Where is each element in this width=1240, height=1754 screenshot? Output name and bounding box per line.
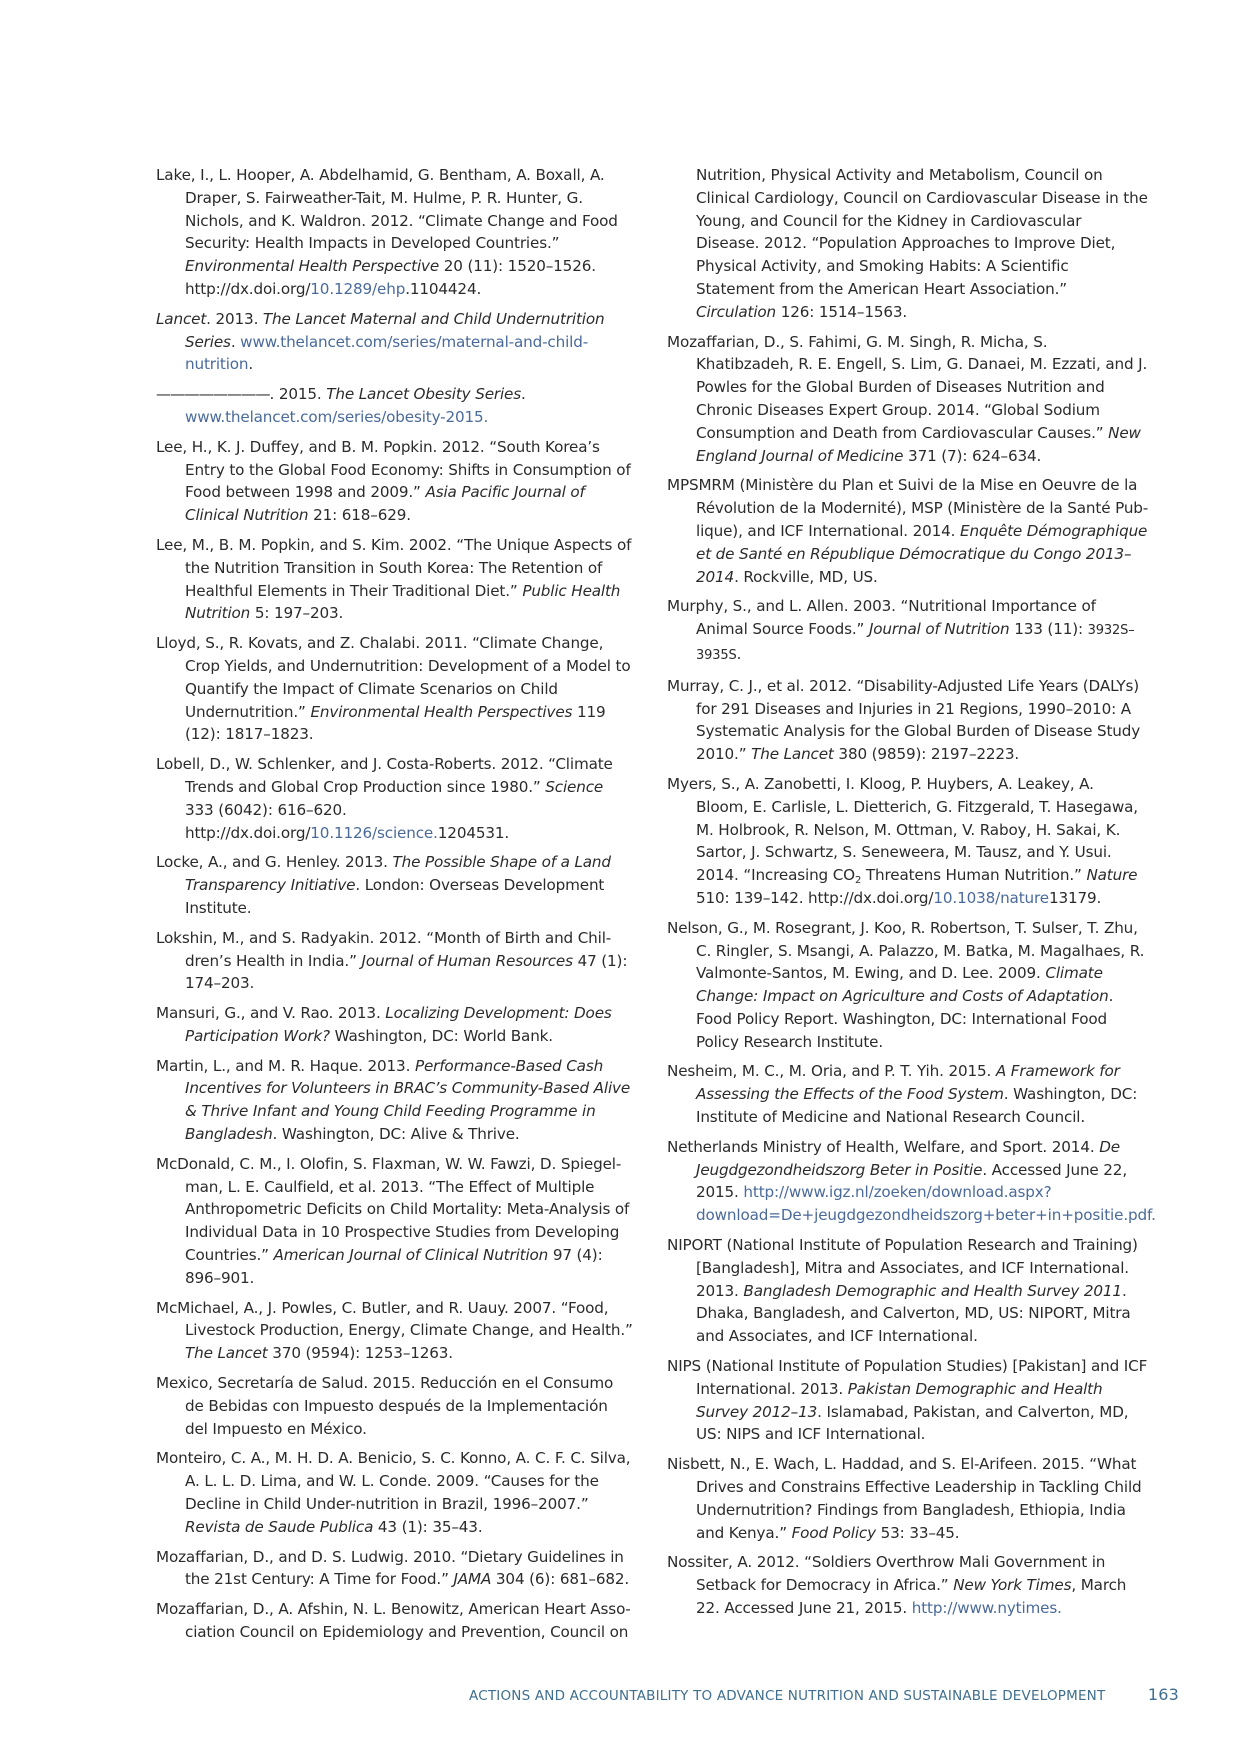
reference-title: Climate Change: Impact on Agriculture and Costs of Adaptation <box>696 964 1109 1006</box>
reference-entry-nesheim <box>667 1060 1149 1128</box>
reference-text: , March 22. Accessed June 21, 2015. <box>696 1576 1127 1618</box>
reference-entry-mozaffarian-2014 <box>667 331 1149 468</box>
reference-title: Nature <box>1086 866 1138 885</box>
reference-title: The Lancet <box>185 1344 268 1363</box>
reference-text: Monteiro, C. A., M. H. D. A. Benicio, S. C. Konno, A. C. F. C. Silva, A. L. L. D. Lima, and W. L. Conde. 2009. “Causes for the Decline in Child Under-nutrition in Brazil, 1996–2007.” <box>156 1449 631 1514</box>
reference-entry-martin <box>156 1055 634 1146</box>
reference-title: Science <box>545 777 604 796</box>
reference-text: . Accessed June 22, 2015. <box>696 1160 1127 1202</box>
reference-text: 371 (7): 624–634. <box>903 446 1042 465</box>
reference-entry-myers <box>667 773 1149 910</box>
reference-entry-lobell <box>156 753 634 844</box>
reference-text: Mozaffarian, D., S. Fahimi, G. M. Singh, R. Micha, S. Khatibzadeh, R. E. Engell, S. Lim, G. Danaei, M. Ezzati, and J. Powles for the Global Burden of Diseases Nutrition and Chronic Diseases Expert Group. 2014. “Global Sodium Consumption and Death from Cardiovascular Causes.” <box>667 332 1148 442</box>
reference-text: Mozaffarian, D., and D. S. Ludwig. 2010. “Dietary Guidelines in the 21st Century: A Time for Food.” <box>156 1547 624 1589</box>
reference-text: Martin, L., and M. R. Haque. 2013. <box>156 1056 415 1075</box>
reference-title: Environmental Health Perspective <box>185 257 440 276</box>
reference-text: 133 (11): <box>1009 620 1088 639</box>
reference-text: Lloyd, S., R. Kovats, and Z. Chalabi. 2011. “Climate Change, Crop Yields, and Undernutrition: Development of a Model to Quantify the Impact of Climate Scenarios on Child Undernutrition.” <box>156 634 631 721</box>
reference-text: Murray, C. J., et al. 2012. “Disability-Adjusted Life Years (DALYs) for 291 Diseases and Injuries in 21 Regions, 1990–2010: A Systematic Analysis for the Global Burden of Disease Study 2010.” <box>667 676 1141 764</box>
reference-entry-netherlands <box>667 1136 1156 1227</box>
reference-text: Lee, H., K. J. Duffey, and B. M. Popkin. 2012. “South Korea’s Entry to the Global Food Economy: Shifts in Consumption of Food between 1998 and 2009.” <box>156 437 631 502</box>
reference-title: Asia Pacific Journal of Clinical Nutrition <box>185 483 585 525</box>
reference-text: McDonald, C. M., I. Olofin, S. Flaxman, W. W. Fawzi, D. Spiegelman, L. E. Caulfield, et al. 2013. “The Effect of Multiple Anthropometric Deficits on Child Mortality: Meta-Analysis of Individual Data in 10 Prospective Studies from Developing Countries.” <box>156 1154 630 1265</box>
reference-title: Performance-Based Cash Incentives for Volunteers in BRAC’s Community-Based Alive & Thrive Infant and Young Child Feeding Programme in Bangladesh <box>185 1056 631 1144</box>
reference-text: 380 (9859): 2197–2223. <box>833 745 1020 764</box>
reference-text: 370 (9594): 1253–1263. <box>267 1344 453 1363</box>
reference-title: Lancet <box>156 309 207 328</box>
reference-text: Threatens Human Nutrition.” <box>861 866 1087 885</box>
reference-text: 119 (12): 1817–1823. <box>185 702 606 744</box>
reference-text: Nesheim, M. C., M. Oria, and P. T. Yih. 2015. <box>667 1062 996 1081</box>
reference-title: The Possible Shape of a Land Transparency Initiative <box>185 853 611 895</box>
reference-text: . Rockville, MD, US. <box>734 567 878 586</box>
reference-text: . Dhaka, Bangladesh, and Calverton, MD, US: NIPORT, Mitra and Associates, and ICF International. <box>696 1281 1131 1346</box>
reference-title: JAMA <box>453 1570 492 1589</box>
reference-title: The Lancet Maternal and Child Undernutrition Series <box>185 309 605 351</box>
reference-entry-murphy <box>667 595 1149 667</box>
subscript: 2 <box>854 875 862 887</box>
reference-entry-lancet-2013 <box>156 308 634 376</box>
reference-title: American Journal of Clinical Nutrition <box>273 1246 549 1265</box>
reference-title: Public Health Nutrition <box>185 581 621 623</box>
reference-text: . <box>230 332 241 351</box>
reference-title: The Lancet <box>751 745 834 764</box>
reference-text: 333 (6042): 616–620. http://dx.doi.org/ <box>185 800 347 842</box>
reference-text: Lee, M., B. M. Popkin, and S. Kim. 2002. “The Unique Aspects of the Nutrition Transition in South Korea: The Retention of Healthful Elements in Their Traditional Diet.” <box>156 535 632 600</box>
reference-text: Mozaffarian, D., A. Afshin, N. L. Benowitz, American Heart Association Council on Epidemiology and Prevention, Council on <box>156 1600 631 1642</box>
reference-text: . <box>521 385 526 404</box>
reference-link[interactable]: http://www.nytimes. <box>911 1599 1062 1618</box>
reference-entry-nossiter <box>667 1551 1149 1619</box>
page-footer <box>469 1685 1179 1704</box>
reference-text: Lake, I., L. Hooper, A. Abdelhamid, G. Bentham, A. Boxall, A. Draper, S. Fairweather-Tait, M. Hulme, P. R. Hunter, G. Nichols, and K. Waldron. 2012. “Climate Change and Food Security: Health Impacts in Developed Countries.” <box>156 166 618 253</box>
reference-entry-mpsmrm <box>667 474 1149 588</box>
reference-text: 97 (4): 896–901. <box>185 1246 603 1287</box>
reference-entry-nisbett <box>667 1453 1149 1544</box>
reference-entry-mcmichael <box>156 1297 634 1365</box>
reference-text: . 2015. <box>269 385 327 404</box>
reference-title: Pakistan Demographic and Health Survey 2012–13 <box>696 1379 1103 1421</box>
reference-entry-lee-2012 <box>156 436 634 527</box>
reference-text: Nutrition, Physical Activity and Metabolism, Council on Clinical Cardiology, Council on Cardiovascular Disease in the Young, and Council for the Kidney in Cardiovascular Disease. 2012. “Population Approaches to Improve Diet, Physical Activity, and Smoking Habits: A Scientific Statement from the American Heart Association.” <box>696 166 1148 298</box>
reference-text: . Islamabad, Pakistan, and Calverton, MD, US: NIPS and ICF International. <box>696 1402 1129 1444</box>
reference-text: Lokshin, M., and S. Radyakin. 2012. “Month of Birth and Children’s Health in India.” <box>156 928 612 970</box>
reference-title: The Lancet Obesity Series <box>326 385 522 404</box>
reference-text: 304 (6): 681–682. <box>491 1570 630 1589</box>
reference-text: 47 (1): 174–203. <box>185 951 628 993</box>
reference-text: 126: 1514–1563. <box>776 302 908 321</box>
reference-text: 43 (1): 35–43. <box>373 1517 483 1536</box>
reference-text: 53: 33–45. <box>875 1523 960 1542</box>
reference-title: Localizing Development: Does Participation Work? <box>185 1004 612 1045</box>
reference-text: . Washington, DC: Institute of Medicine and National Research Council. <box>696 1085 1138 1127</box>
reference-title: Revista de Saude Publica <box>185 1517 374 1536</box>
reference-entry-mexico <box>156 1372 634 1440</box>
reference-link[interactable]: 10.1038/nature <box>933 888 1049 907</box>
reference-text: 5: 197–203. <box>250 604 344 623</box>
reference-text: Mansuri, G., and V. Rao. 2013. <box>156 1004 386 1023</box>
reference-text: 21: 618–629. <box>308 506 411 525</box>
reference-title: Enquête Démographique et de Santé en République Démocratique du Congo 2013–2014 <box>696 521 1148 586</box>
reference-text: . London: Overseas Development Institute. <box>185 876 605 917</box>
reference-pages: 3932S–3935S <box>696 623 1135 663</box>
reference-entry-monteiro <box>156 1447 634 1538</box>
reference-link[interactable]: 10.1289/ehp <box>310 279 406 298</box>
reference-text: . 2013. <box>206 309 263 328</box>
reference-text: Washington, DC: World Bank. <box>329 1026 553 1045</box>
reference-title: New England Journal of Medicine <box>696 423 1141 465</box>
reference-entry-nelson <box>667 917 1149 1054</box>
reference-entry-niport <box>667 1234 1149 1348</box>
reference-entry-mozaffarian-2012a <box>156 1598 634 1644</box>
reference-text: NIPS (National Institute of Population Studies) [Pakistan] and ICF International. 2013. <box>667 1357 1148 1398</box>
reference-text: 20 (11): 1520–1526. http://dx.doi.org/ <box>185 257 596 298</box>
reference-title: Bangladesh Demographic and Health Survey 2011 <box>743 1281 1122 1300</box>
reference-entry-lancet-2015 <box>156 383 634 429</box>
reference-text: . <box>736 644 742 663</box>
reference-title: New York Times <box>953 1576 1072 1595</box>
reference-entry-mcdonald <box>156 1153 634 1290</box>
reference-entry-lloyd <box>156 632 634 746</box>
reference-link[interactable]: 10.1126/science. <box>310 823 438 842</box>
reference-link[interactable]: www.thelancet.com/series/maternal-and-child-nutrition <box>185 332 589 374</box>
reference-text: NIPORT (National Institute of Population Research and Training) [Bangladesh], Mitra and Associates, and ICF International. 2013. <box>667 1236 1138 1300</box>
reference-column-left <box>156 164 634 1651</box>
reference-text: 13179. <box>1048 888 1102 907</box>
reference-text: Nelson, G., M. Rosegrant, J. Koo, R. Robertson, T. Sulser, T. Zhu, C. Ringler, S. Msangi, A. Palazzo, M. Batka, M. Magalhaes, R. Valmonte-Santos, M. Ewing, and D. Lee. 2009. <box>667 918 1145 983</box>
reference-title: Journal of Human Resources <box>361 951 573 970</box>
reference-entry-mozaffarian-2012a-cont <box>667 164 1149 324</box>
reference-link[interactable]: http://www.igz.nl/zoeken/download.aspx?download=De+jeugdgezondheidszorg+beter+in+positie.pdf. <box>696 1183 1156 1225</box>
reference-entry-mansuri <box>156 1002 634 1048</box>
reference-title: Environmental Health Perspectives <box>310 702 573 721</box>
reference-text: Nisbett, N., E. Wach, L. Haddad, and S. El-Arifeen. 2015. “What Drives and Constrains Effective Leadership in Tackling Child Undernutrition? Findings from Bangladesh, Ethiopia, India and Kenya.” <box>667 1455 1142 1542</box>
reference-entry-lokshin <box>156 927 634 995</box>
reference-title: Food Policy <box>791 1523 876 1542</box>
reference-text: Locke, A., and G. Henley. 2013. <box>156 853 393 872</box>
reference-column-right <box>667 164 1156 1627</box>
reference-title: A Framework for Assessing the Effects of the Food System <box>696 1062 1120 1104</box>
reference-text: Netherlands Ministry of Health, Welfare, and Sport. 2014. <box>667 1137 1100 1156</box>
reference-text: Lobell, D., W. Schlenker, and J. Costa-Roberts. 2012. “Climate Trends and Global Crop Production since 1980.” <box>156 755 613 796</box>
reference-text: 1204531. <box>437 823 510 842</box>
reference-text: MPSMRM (Ministère du Plan et Suivi de la Mise en Oeuvre de la Révolution de la Modernité), MSP (Ministère de la Santé Publique), and ICF International. 2014. <box>667 476 1149 540</box>
reference-title: De Jeugdgezondheidszorg Beter in Positie <box>696 1137 1120 1179</box>
page-number: 163 <box>1147 1685 1179 1704</box>
reference-entry-lee-2002 <box>156 534 634 625</box>
reference-entry-murray <box>667 675 1149 766</box>
reference-link[interactable]: www.thelancet.com/series/obesity-2015. <box>185 407 489 426</box>
reference-text: 510: 139–142. http://dx.doi.org/ <box>696 888 934 907</box>
reference-text: . Food Policy Report. Washington, DC: International Food Policy Research Institute. <box>696 987 1114 1051</box>
reference-entry-lake <box>156 164 634 301</box>
reference-text: Murphy, S., and L. Allen. 2003. “Nutritional Importance of Animal Source Foods.” <box>667 597 1096 639</box>
reference-text: . Washington, DC: Alive & Thrive. <box>272 1125 520 1144</box>
reference-entry-locke <box>156 851 634 919</box>
reference-text: Mexico, Secretaría de Salud. 2015. Reducción en el Consumo de Bebidas con Impuesto después de la Implementación del Impuesto en México. <box>156 1374 614 1438</box>
reference-text: Nossiter, A. 2012. “Soldiers Overthrow Mali Government in Setback for Democracy in Africa.” <box>667 1553 1106 1595</box>
reference-text: McMichael, A., J. Powles, C. Butler, and R. Uauy. 2007. “Food, Livestock Production, Energy, Climate Change, and Health.” <box>156 1298 633 1340</box>
reference-entry-mozaffarian-2010 <box>156 1546 634 1592</box>
running-title: ACTIONS AND ACCOUNTABILITY TO ADVANCE NUTRITION AND SUSTAINABLE DEVELOPMENT <box>469 1688 1106 1704</box>
reference-entry-nips <box>667 1355 1149 1446</box>
reference-text: .1104424. <box>405 279 482 298</box>
reference-text: Myers, S., A. Zanobetti, I. Kloog, P. Huybers, A. Leakey, A. Bloom, E. Carlisle, L. Dietterich, G. Fitzgerald, T. Hasegawa, M. Holbrook, R. Nelson, M. Ottman, V. Raboy, H. Sakai, K. Sartor, J. Schwartz, S. Seneweera, M. Tausz, and Y. Usui. 2014. “Increasing CO <box>667 774 1138 885</box>
repeat-author-dash: ———————— <box>156 385 270 404</box>
reference-text: . <box>248 355 254 374</box>
reference-title: Circulation <box>696 302 777 321</box>
reference-title: Journal of Nutrition <box>868 620 1010 639</box>
